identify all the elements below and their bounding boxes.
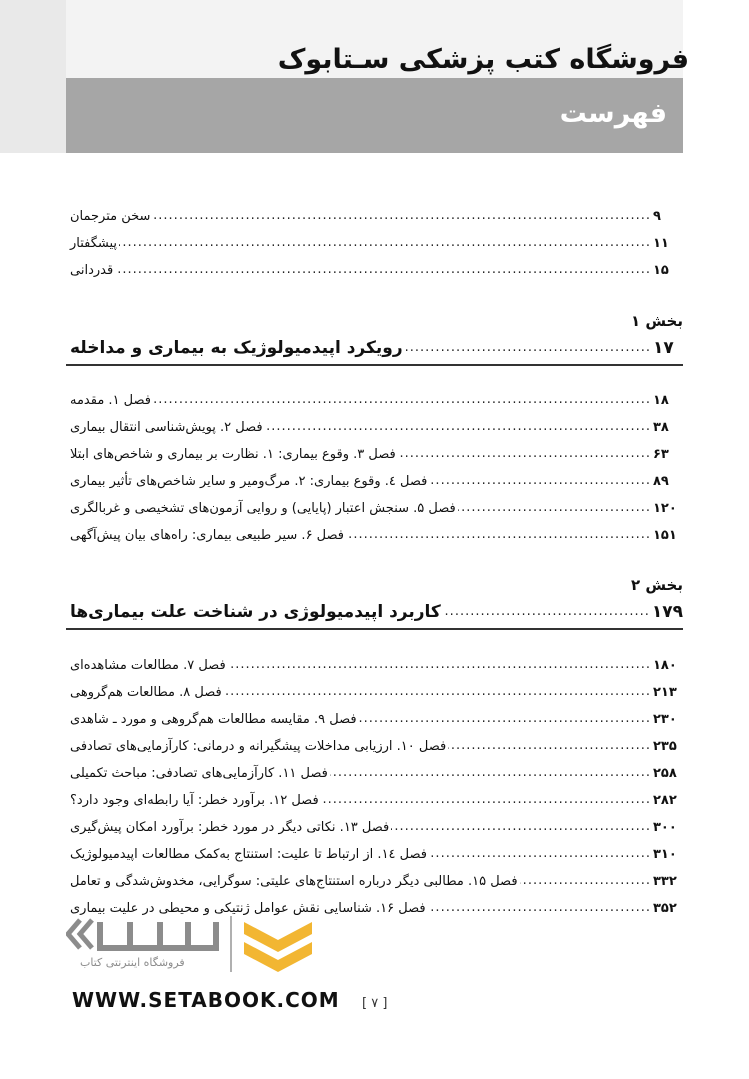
part-divider bbox=[66, 364, 683, 366]
toc-row[interactable] bbox=[66, 469, 683, 493]
toc-page: ۹ bbox=[653, 208, 661, 224]
toc-title: فصل ۲. پویش‌شناسی انتقال بیماری bbox=[70, 419, 263, 435]
toc-leader bbox=[391, 818, 651, 836]
toc-title: فصل ۱۵. مطالبی دیگر درباره استنتاج‌های علیتی: سوگرایی، مخدوش‌شدگی و تعامل bbox=[70, 873, 518, 889]
toc-title: فصل ۱۰. ارزیابی مداخلات پیشگیرانه و درمانی: کارآزمایی‌های تصادفی bbox=[70, 738, 447, 754]
toc-page: ۱۸ bbox=[653, 392, 669, 408]
part-divider bbox=[66, 628, 683, 630]
toc-page: ۱۵ bbox=[653, 262, 669, 278]
toc-leader bbox=[228, 656, 651, 674]
toc-title: فصل ۱۳. نکاتی دیگر در مورد خطر: برآورد امکان پیش‌گیری bbox=[70, 819, 390, 835]
store-title: فروشگاه کتب پزشکی سـتابوک bbox=[277, 44, 689, 75]
toc-leader bbox=[448, 737, 651, 755]
toc-leader bbox=[330, 764, 651, 782]
toc-page: ۱۵۱ bbox=[653, 527, 677, 543]
toc-row[interactable] bbox=[66, 815, 683, 839]
part-page: ۱۷ bbox=[653, 338, 674, 358]
toc-row[interactable] bbox=[66, 869, 683, 893]
toc-leader bbox=[119, 234, 651, 252]
toc-leader bbox=[458, 499, 651, 517]
page-heading: فهرست bbox=[559, 98, 667, 129]
part-label: بخش ۱ bbox=[630, 312, 683, 330]
toc-leader bbox=[428, 899, 651, 917]
toc-leader bbox=[321, 791, 651, 809]
toc-page: ۳۳۲ bbox=[653, 873, 677, 889]
part-row[interactable] bbox=[66, 334, 683, 362]
toc-row[interactable] bbox=[66, 842, 683, 866]
left-margin-band bbox=[0, 0, 66, 153]
toc-row[interactable] bbox=[66, 680, 683, 704]
toc-title: فصل ۹. مقایسه مطالعات هم‌گروهی و مورد ـ شاهدی bbox=[70, 711, 357, 727]
part-page: ۱۷۹ bbox=[651, 602, 683, 622]
toc-row[interactable] bbox=[66, 231, 683, 255]
toc-page: ۳۵۲ bbox=[653, 900, 677, 916]
toc-leader bbox=[152, 207, 651, 225]
toc-leader bbox=[346, 526, 651, 544]
toc-title: فصل ۸. مطالعات هم‌گروهی bbox=[70, 684, 222, 700]
toc-title: فصل ۶. سیر طبیعی بیماری: راه‌های بیان پیش‌آگهی bbox=[70, 527, 345, 543]
part-label: بخش ۲ bbox=[630, 576, 683, 594]
toc-page: ۱۱ bbox=[653, 235, 669, 251]
toc-row[interactable] bbox=[66, 653, 683, 677]
toc-title: قدردانی bbox=[70, 262, 114, 278]
toc-row[interactable] bbox=[66, 734, 683, 758]
toc-page: ۱۸۰ bbox=[653, 657, 677, 673]
toc-leader bbox=[520, 872, 651, 890]
toc-row[interactable] bbox=[66, 707, 683, 731]
part-title: کاربرد اپیدمیولوژی در شناخت علت بیماری‌ها bbox=[70, 602, 441, 622]
toc-leader bbox=[115, 261, 651, 279]
toc-page: ۳۱۰ bbox=[653, 846, 677, 862]
part-title: رویکرد اپیدمیولوژیک به بیماری و مداخله bbox=[70, 338, 403, 358]
toc-leader bbox=[429, 472, 651, 490]
setabook-logo bbox=[66, 912, 326, 982]
toc-leader bbox=[429, 845, 651, 863]
toc-page: ۲۳۰ bbox=[653, 711, 677, 727]
page-number: [ ۷ ] bbox=[362, 996, 388, 1011]
toc-page: ۲۵۸ bbox=[653, 765, 677, 781]
toc-title: فصل ۱۱. کارآزمایی‌های تصادفی: مباحث تکمیلی bbox=[70, 765, 328, 781]
toc-page: ۳۸ bbox=[653, 419, 669, 435]
toc-page: ۱۲۰ bbox=[653, 500, 677, 516]
toc-title: فصل ۵. سنجش اعتبار (پایایی) و روایی آزمون‌های تشخیصی و غربالگری bbox=[70, 500, 456, 516]
toc-title: فصل ۱۶. شناسایی نقش عوامل ژنتیکی و محیطی در علیت بیماری bbox=[70, 900, 426, 916]
toc-leader bbox=[224, 683, 651, 701]
setabook-logo-icon bbox=[66, 912, 326, 982]
toc-title: فصل ۱. مقدمه bbox=[70, 392, 152, 408]
toc-row[interactable] bbox=[66, 788, 683, 812]
logo-caption: فروشگاه اینترنتی کتاب bbox=[80, 956, 185, 969]
part-row[interactable] bbox=[66, 598, 683, 626]
toc-row[interactable] bbox=[66, 496, 683, 520]
toc-page: ۲۱۳ bbox=[653, 684, 677, 700]
toc-page: ۶۳ bbox=[653, 446, 669, 462]
toc-row[interactable] bbox=[66, 258, 683, 282]
toc-title: فصل ۱۲. برآورد خطر: آیا رابطه‌ای وجود دارد؟ bbox=[70, 792, 319, 808]
toc-title: پیشگفتار bbox=[70, 235, 118, 251]
toc-row[interactable] bbox=[66, 415, 683, 439]
toc-leader bbox=[443, 603, 650, 621]
toc-title: فصل ۷. مطالعات مشاهده‌ای bbox=[70, 657, 226, 673]
toc-leader bbox=[359, 710, 651, 728]
toc-page: ۸۹ bbox=[653, 473, 669, 489]
toc-row[interactable] bbox=[66, 388, 683, 412]
toc-leader bbox=[398, 445, 651, 463]
toc-title: فصل ۱٤. از ارتباط تا علیت: استنتاج به‌کمک مطالعات اپیدمیولوژیک bbox=[70, 846, 427, 862]
toc-leader bbox=[265, 418, 651, 436]
toc-page: ۲۸۲ bbox=[653, 792, 677, 808]
toc-row[interactable] bbox=[66, 523, 683, 547]
website-url[interactable]: WWW.SETABOOK.COM bbox=[72, 988, 340, 1012]
toc-leader bbox=[153, 391, 651, 409]
toc-row[interactable] bbox=[66, 761, 683, 785]
toc-title: سخن مترجمان bbox=[70, 208, 151, 224]
toc-page: ۲۳۵ bbox=[653, 738, 677, 754]
toc-row[interactable] bbox=[66, 204, 683, 228]
toc-row[interactable] bbox=[66, 442, 683, 466]
toc-title: فصل ٤. وقوع بیماری: ۲. مرگ‌ومیر و سایر شاخص‌های تأثیر بیماری bbox=[70, 473, 428, 489]
toc-page: ۳۰۰ bbox=[653, 819, 677, 835]
toc-leader bbox=[405, 339, 651, 357]
toc-title: فصل ۳. وقوع بیماری: ۱. نظارت بر بیماری و شاخص‌های ابتلا bbox=[70, 446, 396, 462]
